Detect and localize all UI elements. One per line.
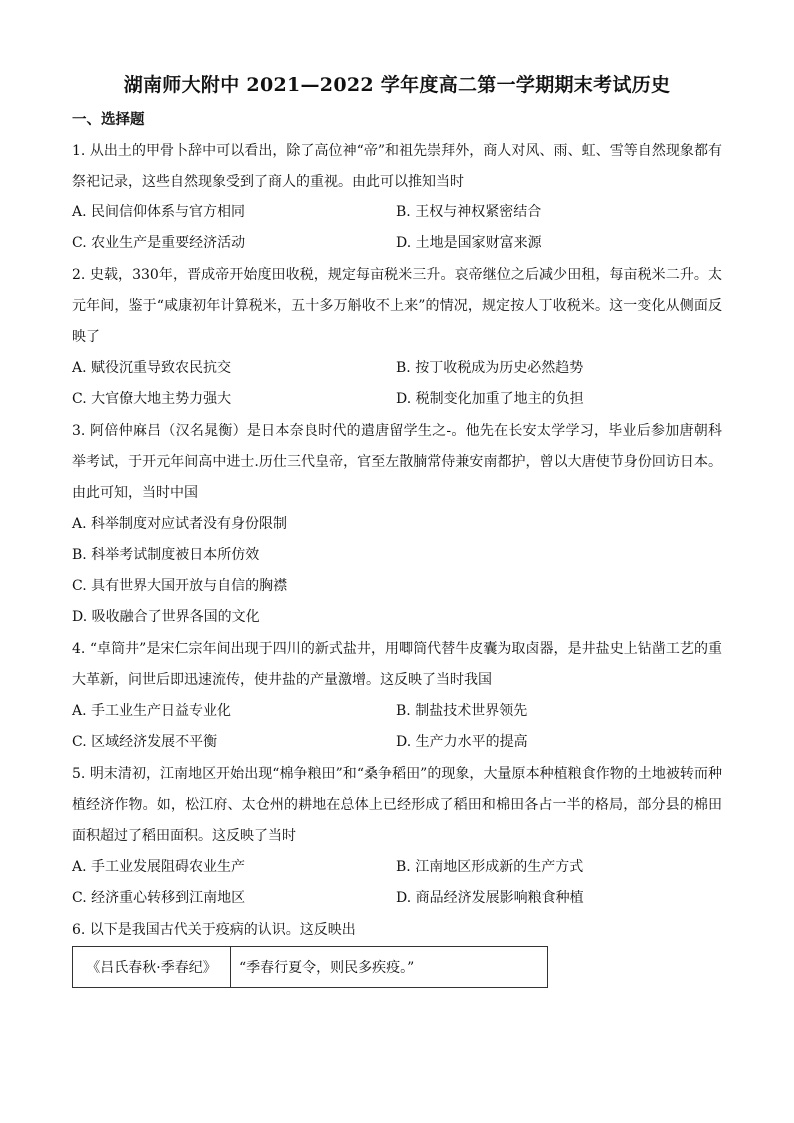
q2-option-a: A. 赋役沉重导致农民抗交 — [72, 360, 232, 376]
q1-option-a: A. 民间信仰体系与官方相同 — [72, 204, 246, 220]
q4-option-a: A. 手工业生产日益专业化 — [72, 703, 232, 719]
q3-option-d: D. 吸收融合了世界各国的文化 — [72, 609, 260, 625]
q4-option-d: D. 生产力水平的提高 — [396, 734, 528, 750]
q2-option-c: C. 大官僚大地主势力强大 — [72, 391, 232, 407]
question-4-stem: 4. “卓筒井”是宋仁宗年间出现于四川的新式盐井，用唧筒代替牛皮囊为取卤器，是井盐史上钻凿工艺的重大革新，问世后即迅速流传，使井盐的产量激增。这反映了当时我国 — [72, 641, 722, 688]
q2-option-d: D. 税制变化加重了地主的负担 — [396, 391, 584, 407]
section-heading: 一、选择题 — [72, 111, 145, 128]
quote-table — [72, 946, 548, 988]
q2-option-b: B. 按丁收税成为历史必然趋势 — [396, 360, 584, 376]
question-2-stem: 2. 史载，330年，晋成帝开始度田收税，规定每亩税米三升。哀帝继位之后减少田租，每亩税米二升。太元年间，鉴于“咸康初年计算税米，五十多万斛收不上来”的情况，规定按人丁收税米。这一变化从侧面反映了 — [72, 267, 722, 345]
q5-option-d: D. 商品经济发展影响粮食种植 — [396, 890, 584, 906]
q3-option-a: A. 科举制度对应试者没有身份限制 — [72, 516, 288, 532]
q1-option-d: D. 土地是国家财富来源 — [396, 235, 542, 251]
q3-option-c: C. 具有世界大国开放与自信的胸襟 — [72, 578, 288, 594]
question-1-stem: 1. 从出土的甲骨卜辞中可以看出，除了高位神“帝”和祖先崇拜外，商人对风、雨、虹、雪等自然现象都有祭祀记录，这些自然现象受到了商人的重视。由此可以推知当时 — [72, 143, 722, 190]
q1-option-b: B. 王权与神权紧密结合 — [396, 204, 542, 220]
question-6-stem: 6. 以下是我国古代关于疫病的认识。这反映出 — [72, 922, 356, 938]
q5-option-b: B. 江南地区形成新的生产方式 — [396, 859, 584, 875]
q4-option-b: B. 制盐技术世界领先 — [396, 703, 528, 719]
table-row — [73, 947, 548, 988]
question-3-stem: 3. 阿倍仲麻吕（汉名晁衡）是日本奈良时代的遣唐留学生之-。他先在长安太学学习，毕业后参加唐朝科举考试，于开元年间高中进士.历仕三代皇帝，官至左散腩常侍兼安南都护，曾以大唐使节身份回访日本。由此可知，当时中国 — [72, 423, 722, 501]
question-5-stem: 5. 明末清初，江南地区开始出现“棉争粮田”和“桑争稻田”的现象，大量原本种植粮食作物的土地被转而种植经济作物。如，松江府、太仓州的耕地在总体上已经形成了稻田和棉田各占一半的格局，部分县的棉田面积超过了稻田面积。这反映了当时 — [72, 766, 722, 844]
q1-option-c: C. 农业生产是重要经济活动 — [72, 235, 246, 251]
q3-option-b: B. 科举考试制度被日本所仿效 — [72, 547, 260, 563]
q4-option-c: C. 区域经济发展不平衡 — [72, 734, 218, 750]
exam-title: 湖南师大附中 2021—2022 学年度高二第一学期期末考试历史 — [123, 74, 671, 96]
quote-text-cell: “季春行夏令，则民多疾疫。” — [231, 947, 548, 988]
q5-option-a: A. 手工业发展阻碍农业生产 — [72, 859, 246, 875]
quote-source-cell: 《吕氏春秋·季春纪》 — [73, 947, 231, 988]
q5-option-c: C. 经济重心转移到江南地区 — [72, 890, 246, 906]
